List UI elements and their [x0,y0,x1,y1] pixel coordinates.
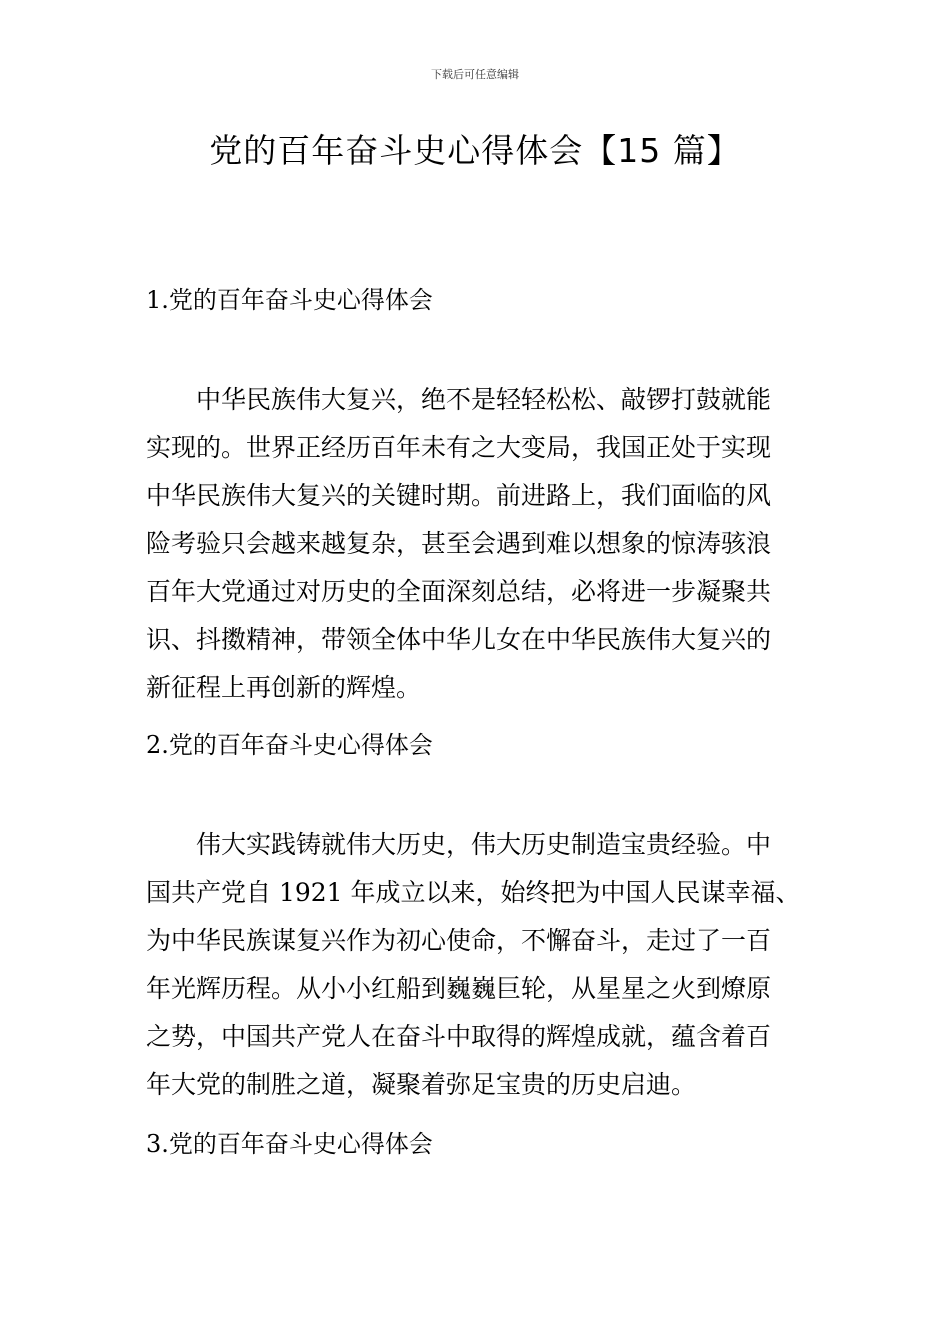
paragraph-line: 为中华民族谋复兴作为初心使命，不懈奋斗，走过了一百 [146,926,772,955]
paragraph-line: 实现的。世界正经历百年未有之大变局，我国正处于实现 [146,433,772,462]
section-heading-3: 3.党的百年奋斗史心得体会 [146,1130,433,1158]
paragraph-line: 新征程上再创新的辉煌。 [146,673,422,702]
header-note: 下载后可任意编辑 [431,68,519,81]
paragraph-line: 之势，中国共产党人在奋斗中取得的辉煌成就，蕴含着百 [146,1022,772,1051]
document-title: 党的百年奋斗史心得体会【15 篇】 [209,131,741,170]
section-paragraph-1 [146,376,808,712]
paragraph-line: 百年大党通过对历史的全面深刻总结，必将进一步凝聚共 [146,577,772,606]
paragraph-line: 年光辉历程。从小小红船到巍巍巨轮，从星星之火到燎原 [146,974,772,1003]
section-paragraph-2 [146,821,808,1109]
paragraph-line: 年大党的制胜之道，凝聚着弥足宝贵的历史启迪。 [146,1070,697,1099]
paragraph-line: 中华民族伟大复兴的关键时期。前进路上，我们面临的风 [146,481,772,510]
section-heading-2: 2.党的百年奋斗史心得体会 [146,731,433,759]
paragraph-line: 识、抖擞精神，带领全体中华儿女在中华民族伟大复兴的 [146,625,772,654]
paragraph-line: 中华民族伟大复兴，绝不是轻轻松松、敲锣打鼓就能 [196,385,772,414]
section-heading-1: 1.党的百年奋斗史心得体会 [146,286,433,314]
paragraph-line: 险考验只会越来越复杂，甚至会遇到难以想象的惊涛骇浪 [146,529,772,558]
paragraph-line: 国共产党自 1921 年成立以来，始终把为中国人民谋幸福、 [146,878,801,907]
paragraph-line: 伟大实践铸就伟大历史，伟大历史制造宝贵经验。中 [196,830,772,859]
